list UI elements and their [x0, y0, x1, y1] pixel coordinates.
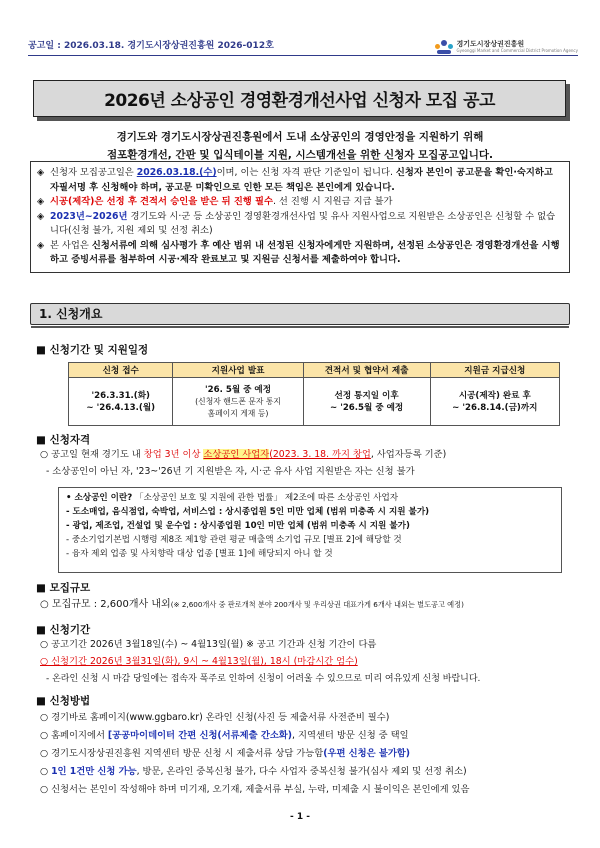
intro-text — [40, 128, 560, 164]
notice-item-3: ◈ 2023년~2026년 경기도와 시·군 등 소상공인 경영환경개선사업 및 유사 지원사업으로 지원받은 소상공인은 신청할 수 없습니다(신청 불가, 지원 제외 및 선정 취소) — [37, 210, 563, 239]
eligibility-heading: ■ 신청자격 — [36, 432, 90, 447]
method-line-3: ○ 경기도시장상권진흥원 지역센터 방문 신청 시 제출서류 상담 가능함(우편 신청은 불가함) — [40, 748, 411, 759]
period-line-2: ○ 신청기간 2026년 3월31일(화), 9시 ~ 4월13일(월), 18시 (마감시간 엄수) — [40, 656, 358, 667]
intro-line: 경기도와 경기도시장상권진흥원에서 도내 소상공인의 경영안정을 지원하기 위해 — [116, 131, 484, 143]
schedule-heading: ■ 신청기간 및 지원일정 — [36, 342, 148, 357]
notice-item-2: ◈ 시공(제작)은 선정 후 견적서 승인을 받은 뒤 진행 필수. 선 진행 시 지원금 지급 불가 — [37, 195, 563, 210]
table-cell: '26. 5월 중 예정 (신청자 핸드폰 문자 통지 홈페이지 게재 등) — [173, 378, 303, 426]
definition-line: - 중소기업기본법 시행령 제8조 제1항 관련 평균 매출액 소기업 규모 [별표 2]에 해당할 것 — [66, 535, 402, 545]
schedule-table — [68, 362, 560, 426]
notice-box — [30, 161, 570, 273]
table-header: 견적서 및 협약서 제출 — [303, 363, 430, 378]
header-rule — [28, 55, 578, 56]
eligibility-line-2: - 소상공인이 아닌 자, '23~'26년 기 지원받은 자, 시·군 유사 사업 지원받은 자는 신청 불가 — [46, 466, 415, 477]
page-number: - 1 - — [290, 812, 310, 822]
logo-people-icon — [435, 40, 453, 54]
method-line-5: ○ 신청서는 본인이 작성해야 하며 미기재, 오기재, 제출서류 부실, 누락, 미제출 시 불이익은 본인에게 있음 — [40, 784, 470, 795]
table-cell: '26.3.31.(화) ~ '26.4.13.(월) — [69, 378, 173, 426]
method-line-1: ○ 경기바로 홈페이지(www.ggbaro.kr) 온라인 신청(사진 등 제출서류 사전준비 필수) — [40, 712, 390, 723]
definition-box — [58, 487, 562, 573]
method-line-4: ○ 1인 1건만 신청 가능, 방문, 온라인 중복신청 불가, 다수 사업자 중복신청 불가(심사 제외 및 선정 취소) — [40, 766, 467, 777]
page-title: 2026년 소상공인 경영환경개선사업 신청자 모집 공고 — [33, 80, 566, 117]
notice-item-1: ◈ 신청자 모집공고일은 2026.03.18.(수)이며, 이는 신청 자격 판단 기준일이 됩니다. 신청자 본인이 공고문을 확인·숙지하고 자필서명 후 신청해야 하며, 공고문 미확인으로 인한 모든 책임은 본인에게 있습니다. — [37, 166, 563, 195]
scale-line: ○ 모집규모 : 2,600개사 내외(※ 2,600개사 중 판로개척 분야 200개사 및 우리상권 대표가게 6개사 내외는 별도공고 예정) — [40, 599, 464, 610]
eligibility-line-1: ○ 공고일 현재 경기도 내 창업 3년 이상 소상공인 사업자(2023. 3. 18. 까지 창업, 사업자등록 기준) — [40, 449, 447, 460]
scale-heading: ■ 모집규모 — [36, 580, 90, 595]
table-header: 지원사업 발표 — [173, 363, 303, 378]
table-header: 신청 접수 — [69, 363, 173, 378]
definition-line: - 도소매업, 음식점업, 숙박업, 서비스업 : 상시종업원 5인 미만 업체 (범위 미충족 시 지원 불가) — [66, 507, 430, 517]
definition-line: - 융자 제외 업종 및 사치향락 대상 업종 [별표 1]에 해당되지 아니 할 것 — [66, 549, 333, 559]
org-logo — [435, 40, 578, 54]
org-sub: Gyeonggi Market and Commercial District Promotion Agency — [456, 48, 578, 53]
definition-line: • 소상공인 이란? 「소상공인 보호 및 지원에 관한 법률」 제2조에 따른 소상공인 사업자 — [66, 493, 399, 503]
period-line-1: ○ 공고기간 2026년 3월18일(수) ~ 4월13일(월) ※ 공고 기간과 신청 기간이 다름 — [40, 639, 377, 650]
notice-item-4: ◈ 본 사업은 신청서류에 의해 심사평가 후 예산 범위 내 선정된 신청자에게만 지원하며, 선정된 소상공인은 경영환경개선을 시행하고 증빙서류를 첨부하여 시공·제작 완료보고 및 지원금 신청서를 제출하여야 합니다. — [37, 239, 563, 268]
method-line-2: ○ 홈페이지에서 [공공마이데이터 간편 신청(서류제출 간소화), 지역센터 방문 신청 중 택일 — [40, 730, 409, 741]
table-cell: 선정 통지일 이후 ~ '26.5월 중 예정 — [303, 378, 430, 426]
table-cell: 시공(제작) 완료 후 ~ '26.8.14.(금)까지 — [430, 378, 559, 426]
intro-line: 점포환경개선, 간판 및 입식테이블 지원, 시스템개선을 위한 신청자 모집공고입니다. — [106, 149, 494, 161]
section-heading: 1. 신청개요 — [30, 303, 570, 325]
table-header: 지원금 지급신청 — [430, 363, 559, 378]
method-heading: ■ 신청방법 — [36, 693, 90, 708]
period-line-3: - 온라인 신청 시 마감 당일에는 접속자 폭주로 인하여 신청이 어려울 수 있으므로 미리 여유있게 신청 바랍니다. — [46, 674, 481, 684]
org-name: 경기도시장상권진흥원 — [456, 40, 525, 48]
definition-line: - 광업, 제조업, 건설업 및 운수업 : 상시종업원 10인 미만 업체 (범위 미충족 시 지원 불가) — [66, 521, 410, 531]
notice-number: 공고일 : 2026.03.18. 경기도시장상권진흥원 2026-012호 — [28, 41, 274, 51]
period-heading: ■ 신청기간 — [36, 622, 90, 637]
